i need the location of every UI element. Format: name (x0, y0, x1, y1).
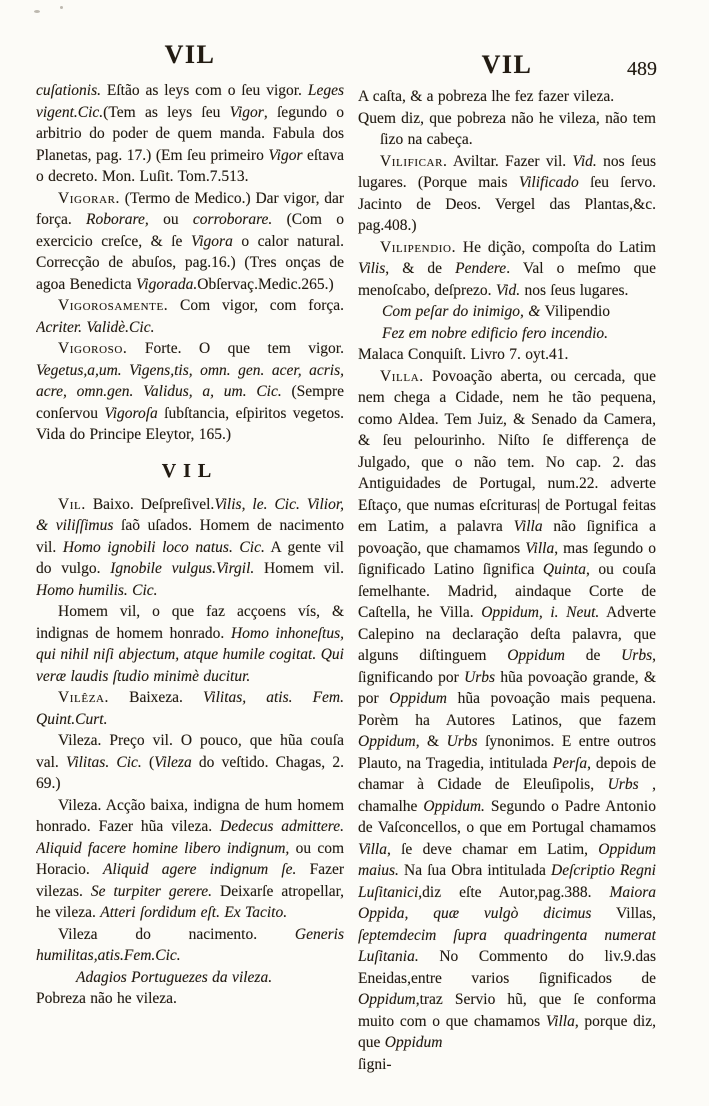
text-segment: Vileza do nacimento. (58, 925, 295, 943)
entry-vil (36, 494, 344, 602)
text-segment: Baixeza. (109, 689, 203, 706)
text-segment: Segundo o Padre Antonio de Vaſconcellos, o que em Portugal chamamos (358, 797, 656, 836)
text-segment: Atteri ſordidum eſt. Ex Tacito. (100, 904, 288, 921)
text-segment: Vil. (58, 495, 86, 513)
text-segment: (Tem as leys ſeu (103, 103, 230, 121)
text-segment: ou com Horacio. (36, 839, 344, 878)
text-segment: Com peſar do inimigo, & (382, 303, 545, 320)
text-segment: Oppidum (507, 647, 565, 664)
text-segment: (Com o exercicio creſce, & ſe (36, 211, 344, 250)
text-segment: Villas, (591, 905, 656, 922)
text-segment: , chamalhe (358, 776, 656, 815)
running-head-left: VIL (164, 40, 216, 69)
text-segment: Vigorada. (135, 275, 198, 293)
text-segment: Vilis (358, 260, 386, 277)
entry-vigoroso (36, 338, 344, 446)
verse-line-1 (358, 301, 656, 323)
text-segment: A caſta, & a pobreza lhe fez fazer vileza. (358, 88, 615, 105)
text-segment: , ou couſa ſemelhante. Madrid, aindaque Corte de Caſtella, he Villa. (358, 561, 656, 621)
verse-source (358, 344, 656, 366)
section-heading-vil (36, 459, 344, 483)
text-segment: Deſcriptio Regni Luſitanici (358, 862, 656, 901)
ink-speck (34, 10, 40, 13)
text-segment: Urbs (621, 647, 653, 664)
text-segment: Adagios Portuguezes da vileza. (76, 968, 273, 986)
text-segment: Eſtão as leys com o ſeu vigor. (101, 82, 308, 99)
text-segment: Vileza (154, 753, 192, 771)
text-segment: Pobreza não he vileza. (36, 990, 177, 1007)
text-segment: Homem vil. (254, 560, 344, 577)
text-segment: Vigor (229, 103, 264, 121)
text-segment: Oppidum. (423, 797, 485, 815)
entry-continuation-vigor (36, 80, 344, 188)
text-segment: Urbs (464, 668, 496, 686)
text-segment: eſtava o decreto. Mon. Luſit. Tom.7.513. (36, 146, 344, 185)
text-segment: VIL (161, 459, 219, 482)
text-segment: do veſtido. Chagas, 2. 69.) (36, 753, 344, 792)
text-segment: Fez em nobre edificio fero incendio. (382, 324, 609, 342)
text-segment: Fazer vilezas. (36, 861, 344, 900)
text-segment: ſeptemdecim ſupra quadringenta numerat Luſitania. (358, 926, 656, 965)
text-segment: Vileza. Preço vil. O pouco, que hũa couſa val. (36, 732, 344, 771)
entry-vileza-preco (36, 730, 344, 795)
text-segment: de (564, 647, 622, 664)
text-segment: Villa. (380, 367, 424, 385)
text-segment: Vigoroso. (58, 340, 128, 357)
text-segment: Vid. (572, 152, 597, 170)
right-column (358, 86, 656, 1102)
text-segment: Pendere (455, 260, 507, 277)
text-segment: Maiora Oppida, quæ vulgò dicimus (358, 883, 656, 922)
text-segment: Homo inhoneſtus, qui nihil niſi abjectum, atque humile cogitat. Qui veræ laudis ſtudio minimè ducitur. (36, 624, 344, 685)
verse-line-2 (358, 323, 656, 345)
text-segment: cuſationis. (36, 82, 102, 99)
text-segment: Oppidum (358, 991, 416, 1008)
text-segment: ſeu ſervo. Jacinto de Deos. Vergel das Plantas,&c. pag.408.) (358, 174, 656, 234)
text-segment: Vigorosamente. (58, 297, 169, 314)
catchword (358, 1054, 656, 1076)
adagio-pobreza (36, 988, 344, 1010)
entry-vileza-nacimento (36, 924, 344, 967)
text-segment: Na ſua Obra intitulada (398, 862, 552, 879)
text-segment: He dição, compoſta do Latim (456, 238, 656, 256)
text-segment: Ignobile vulgus.Virgil. (110, 560, 255, 577)
entry-vigorosamente (36, 295, 344, 338)
text-segment: Aviltar. Fazer vil. (447, 152, 573, 170)
text-segment: Forte. O que tem vigor. (127, 340, 344, 357)
left-column (36, 80, 344, 1090)
text-segment: Villa (545, 1012, 575, 1030)
text-segment: Vigoroſa (104, 404, 158, 422)
text-segment: Vilis, le. Cic. Vilior, & viliſſimus (36, 495, 344, 534)
text-segment: Oppidum (384, 1034, 443, 1051)
text-segment: Vilipendio. (380, 238, 457, 256)
text-segment: Vid. (495, 281, 521, 299)
text-segment: , ſegundo o arbitrio do poder de quem manda. Fabula dos Planetas, pag. 17.) (Em ſeu primeiro (36, 103, 344, 164)
text-segment: Perſa (552, 754, 588, 772)
text-segment: Se turpiter gerere. (90, 882, 213, 900)
entry-vileza (36, 687, 344, 730)
text-segment: Oppidum (358, 733, 416, 750)
text-segment: Vigor (268, 146, 303, 164)
text-segment: não ſignifica a povoação, que chamamos (358, 518, 656, 557)
text-segment: Roborare, (86, 211, 149, 228)
text-segment: Urbs (607, 776, 639, 793)
text-segment: Oppidum, i. Neut. (481, 604, 600, 621)
text-segment: , & de (385, 260, 456, 277)
text-segment: Villa (525, 539, 555, 557)
text-segment: Obſervaç.Medic.265.) (197, 275, 334, 293)
text-segment: ſubſtancia, eſpiritos vegetos. Vida do Principe Eleytor, 165.) (36, 404, 344, 443)
text-segment: hũa povoação grande, & por (358, 668, 656, 707)
text-segment: Quinta (542, 561, 586, 578)
text-segment: ( (141, 753, 155, 771)
adagio-casta (358, 86, 656, 108)
text-segment: Vilificado (518, 174, 579, 191)
text-segment: , mas ſegundo o ſignificado Latino ſignifica (358, 539, 656, 578)
text-segment: , porque diz, que (358, 1012, 656, 1051)
text-segment: Homo humilis. Cic. (36, 581, 158, 599)
text-segment: Quem diz, que pobreza não he vileza, não tem ſizo na cabeça. (358, 109, 656, 148)
entry-vileza-accao (36, 795, 344, 924)
text-segment: , ſignificando por (358, 647, 656, 686)
text-segment: Vilitas. Cic. (66, 753, 142, 771)
text-segment: nos ſeus lugares. (Porque mais (358, 152, 656, 191)
text-segment: Generis humilitas,atis.Fem.Cic. (36, 925, 344, 964)
entry-vil-homem (36, 601, 344, 687)
text-segment: Deixarſe atropellar, he vileza. (36, 882, 344, 921)
text-segment: Com vigor, com força. (168, 297, 344, 314)
text-segment: A gente vil do vulgo. (36, 538, 344, 577)
text-segment: o calor natural. Correcção de abuſos, pag.16.) (Tres onças de agoa Benedicta (36, 232, 344, 293)
text-segment: Baixo. Deſpreſivel. (85, 495, 215, 513)
text-segment: ou (148, 211, 193, 228)
text-segment: Vilificar. (380, 152, 448, 170)
text-segment: Vigora (190, 232, 233, 250)
text-segment: ſynonimos. E entre outros Plauto, na Tragedia, intitulada (358, 733, 656, 772)
text-segment: Malaca Conquiſt. Livro 7. oyt.41. (358, 346, 569, 363)
adagios-heading (36, 967, 344, 989)
entry-vilipendio (358, 237, 656, 302)
text-segment: Vilêza. (58, 689, 110, 706)
text-segment: (Sempre conſervou (36, 383, 344, 422)
text-segment: Villa (358, 840, 387, 858)
entry-vigorar (36, 188, 344, 296)
text-segment: ,diz eſte Autor,pag.388. (418, 883, 610, 901)
text-segment: , & (415, 733, 447, 750)
text-segment: Homo ignobili loco natus. Cic. (62, 538, 265, 556)
text-segment: No Commento do liv.9.das Eneidas,entre varios ſignificados de (358, 948, 656, 987)
text-segment: ſaõ uſados. Homem de nacimento vil. (36, 517, 344, 556)
text-segment: hũa povoação mais pequena. Porèm ha Autores Latinos, que fazem (358, 690, 656, 729)
text-segment: Vileza. Acção baixa, indigna de hum homem honrado. Fazer hũa vileza. (36, 796, 344, 835)
text-segment: Villa (513, 518, 543, 535)
text-segment: Urbs (446, 733, 478, 750)
text-segment: ſigni- (358, 1055, 392, 1073)
entry-vilificar (358, 151, 656, 237)
text-segment: nos ſeus lugares. (520, 281, 629, 299)
text-segment: (Termo de Medico.) Dar vigor, dar força. (36, 189, 344, 228)
text-segment: Vilitas, atis. Fem. Quint.Curt. (36, 689, 344, 728)
text-segment: Aliquid agere indignum ſe. (102, 861, 297, 878)
ink-speck (60, 6, 63, 9)
page-number: 489 (627, 58, 657, 80)
entry-villa (358, 366, 656, 1054)
text-segment: , ſe deve chamar em Latim, (387, 840, 599, 858)
text-segment: Vigorar. (58, 189, 121, 207)
text-segment: corroborare. (192, 211, 273, 228)
text-segment: ,traz Servio hũ, que ſe conforma muito com o que chamamos (358, 991, 656, 1030)
text-segment: Homem vil, o que faz acçoens vís, & indignas de homem honrado. (36, 603, 344, 642)
text-segment: . Val o meſmo que menoſcabo, deſprezo. (358, 260, 656, 299)
text-segment: Acriter. Validè.Cic. (36, 318, 155, 336)
text-segment: Leges vigent.Cic. (36, 82, 344, 121)
text-segment: Oppidum (389, 690, 447, 707)
text-segment: Povoação aberta, ou cercada, que nem chega a Cidade, nem he tão pequena, como Aldea. Tem Juiz, & Senado da Camera, & ſeu pelourinho. Niſto ſe differença de Julgado, que o não tem. No cap. 2. das Antiguidades de Portugal, num.22. adverte Eſtaço, que numas eſcrituras| de Portugal feitas em Latim, a palavra (358, 367, 656, 535)
running-head-right: VIL (481, 50, 533, 79)
text-segment: Vegetus,a,um. Vigens,tis, omn. gen. acer, acris, acre, omn.gen. Validus, a, um. Cic. (36, 361, 344, 400)
text-segment: , depois de chamar à Cidade de Eleuſipolis, (358, 754, 656, 793)
text-segment: Oppidum maius. (358, 840, 656, 879)
text-segment: Vilipendio (544, 303, 611, 320)
text-segment: Adverte Calepino na declaração deſta palavra, que alguns diſtinguem (358, 604, 656, 664)
adagio-quem-diz (358, 108, 656, 151)
text-segment: Dedecus admittere. Aliquid facere homine libero indignum, (36, 818, 344, 857)
